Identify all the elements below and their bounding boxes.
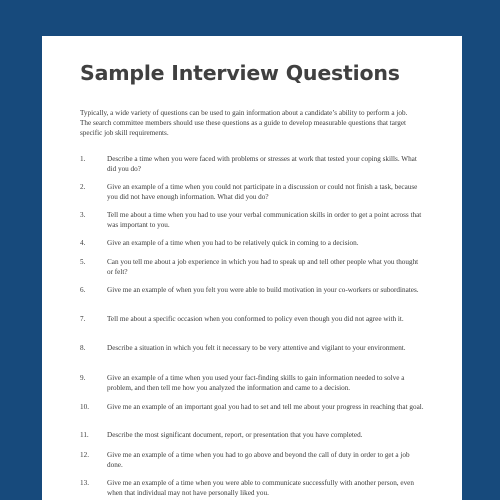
question-number: 1. [80,155,86,163]
question-text: Give me an example of when you felt you were able to build motivation in your co-workers or subordinates. [107,286,419,294]
question-text: Tell me about a specific occasion when you conformed to policy even though you did not agree with it. [107,315,404,323]
question-text: Describe a situation in which you felt it necessary to be very attentive and vigilant to your environment. [107,344,406,352]
question-item [80,343,425,353]
page-title: Sample Interview Questions [80,61,400,85]
question-text: Give an example of a time when you could not participate in a discussion or could not finish a task, because you did not have enough information. What did you do? [107,183,418,201]
question-text: Describe a time when you were faced with problems or stresses at work that tested your coping skills. What did you do? [107,155,417,173]
question-number: 6. [80,286,86,294]
question-item [80,182,425,202]
question-item [80,285,425,295]
question-text: Give me an example of an important goal you had to set and tell me about your progress in reaching that goal. [107,403,424,411]
question-number: 10. [80,403,89,411]
question-text: Give me an example of a time when you were able to communicate successfully with another person, even when that individual may not have personally liked you. [107,479,414,497]
question-item [80,210,425,230]
question-number: 13. [80,479,89,487]
question-text: Can you tell me about a job experience in which you had to speak up and tell other people what you thought or felt? [107,258,419,276]
question-number: 7. [80,315,86,323]
question-item [80,450,425,470]
question-item [80,373,425,393]
question-number: 12. [80,451,89,459]
question-item [80,478,425,498]
question-number: 11. [80,431,89,439]
question-number: 5. [80,258,86,266]
document-page [42,36,462,500]
question-text: Give me an example of a time when you had to go above and beyond the call of duty in order to get a job done. [107,451,410,469]
question-number: 2. [80,183,86,191]
question-item [80,154,425,174]
question-item [80,238,425,248]
question-number: 3. [80,211,86,219]
question-text: Give an example of a time when you used your fact-finding skills to gain information needed to solve a problem, and then tell me how you analyzed the information and came to a decision. [107,374,405,392]
question-item [80,430,425,440]
question-item [80,402,425,412]
question-item [80,257,425,277]
question-number: 9. [80,374,86,382]
question-text: Describe the most significant document, report, or presentation that you have completed. [107,431,363,439]
question-text: Tell me about a time when you had to use your verbal communication skills in order to get a point across that was important to you. [107,211,422,229]
intro-paragraph: Typically, a wide variety of questions can be used to gain information about a candidate’s ability to perform a job. The search committee members should use these questions as a guide to develop measurable questions that target specific job skill requirements. [80,109,408,137]
question-number: 8. [80,344,86,352]
question-text: Give an example of a time when you had to be relatively quick in coming to a decision. [107,239,359,247]
question-number: 4. [80,239,86,247]
question-item [80,314,425,324]
